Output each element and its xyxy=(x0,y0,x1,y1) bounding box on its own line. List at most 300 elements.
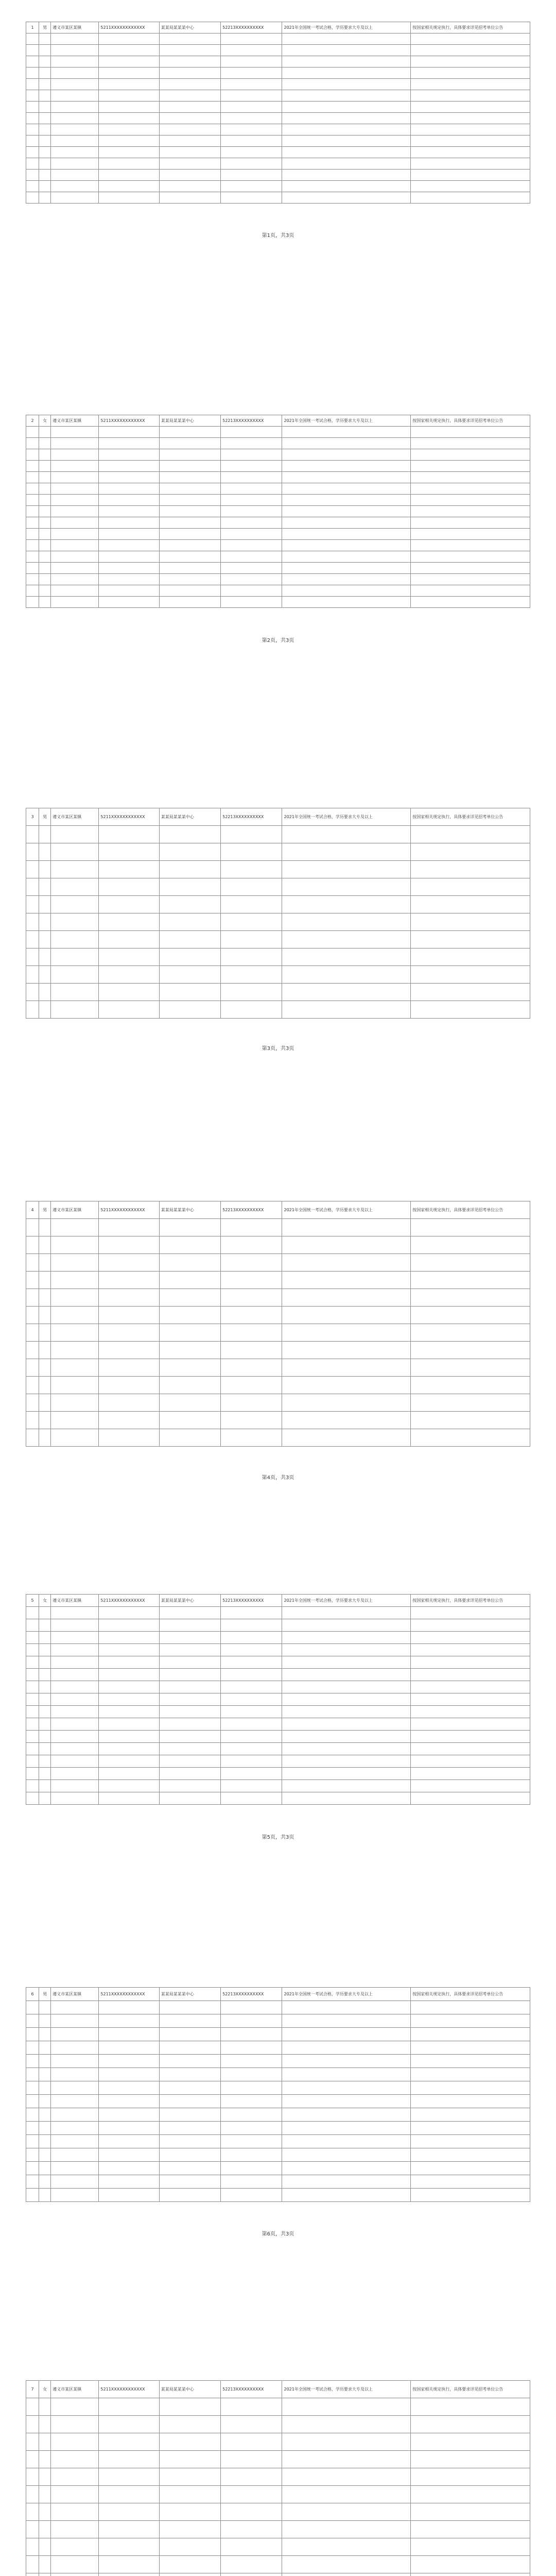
table-row xyxy=(26,563,530,574)
table-cell xyxy=(39,1706,51,1718)
table-cell xyxy=(159,1632,220,1644)
table-row xyxy=(26,2451,530,2468)
table-cell xyxy=(26,1219,39,1236)
table-cell xyxy=(282,1731,411,1743)
table-cell xyxy=(26,2503,39,2521)
table-cell xyxy=(159,843,220,861)
table-cell xyxy=(411,158,530,170)
table-cell xyxy=(221,1644,282,1656)
table-cell xyxy=(159,2041,220,2055)
table-cell xyxy=(221,147,282,158)
table-cell xyxy=(99,438,159,449)
table-cell xyxy=(221,113,282,124)
table-row xyxy=(26,2108,530,2122)
table-cell xyxy=(159,563,220,574)
table-cell xyxy=(51,2556,99,2573)
table-cell xyxy=(99,1429,159,1447)
table-cell xyxy=(411,124,530,135)
table-cell xyxy=(282,1429,411,1447)
table-cell xyxy=(39,461,51,472)
table-cell: 某某局某某某中心 xyxy=(159,2381,220,2398)
table-cell xyxy=(221,1792,282,1805)
table-cell xyxy=(282,517,411,529)
table-cell xyxy=(159,540,220,551)
table-cell xyxy=(221,158,282,170)
table-cell xyxy=(411,2041,530,2055)
table-cell xyxy=(39,90,51,101)
table-cell xyxy=(221,2416,282,2433)
page-number: 第6页，共3页 xyxy=(262,2231,294,2237)
table-cell xyxy=(39,2521,51,2538)
table-row xyxy=(26,2189,530,2202)
table-cell xyxy=(282,2135,411,2148)
table-cell xyxy=(282,1619,411,1632)
table-cell xyxy=(411,1272,530,1289)
table-cell xyxy=(282,67,411,79)
table-row xyxy=(26,506,530,517)
table-cell xyxy=(159,2122,220,2135)
table-cell xyxy=(51,181,99,192)
table-cell xyxy=(51,861,99,878)
table-cell xyxy=(411,90,530,101)
table-cell: 5211XXXXXXXXXXXX xyxy=(99,808,159,826)
table-cell xyxy=(159,2175,220,2189)
table-cell xyxy=(411,1236,530,1254)
table-cell xyxy=(99,2556,159,2573)
table-cell xyxy=(99,2398,159,2416)
table-cell xyxy=(39,1693,51,1706)
table-cell: 某某局某某某中心 xyxy=(159,415,220,427)
table-row xyxy=(26,2381,530,2398)
table-cell xyxy=(282,1780,411,1792)
table-cell xyxy=(221,878,282,896)
table-cell xyxy=(39,170,51,181)
table-cell xyxy=(282,1377,411,1394)
table-cell xyxy=(159,1307,220,1324)
table-cell xyxy=(282,2416,411,2433)
table-cell xyxy=(51,843,99,861)
table-cell xyxy=(99,597,159,608)
table-cell xyxy=(221,2148,282,2162)
table-cell xyxy=(221,2122,282,2135)
table-cell xyxy=(99,427,159,438)
table-cell xyxy=(159,1254,220,1272)
table-cell: 某某局某某某中心 xyxy=(159,808,220,826)
table-cell xyxy=(159,1324,220,1342)
table-cell xyxy=(39,2068,51,2081)
table-cell xyxy=(282,861,411,878)
table-cell xyxy=(221,45,282,56)
table-cell xyxy=(159,33,220,45)
table-cell xyxy=(26,2081,39,2095)
table-cell xyxy=(26,2055,39,2068)
table-cell xyxy=(221,966,282,984)
table-cell xyxy=(51,2503,99,2521)
table-cell xyxy=(282,1792,411,1805)
table-cell xyxy=(282,2081,411,2095)
table-cell xyxy=(39,2162,51,2175)
table-cell xyxy=(39,79,51,90)
table-cell xyxy=(51,2122,99,2135)
table-cell xyxy=(39,1632,51,1644)
table-cell xyxy=(411,1792,530,1805)
table-row xyxy=(26,1706,530,1718)
table-cell xyxy=(282,192,411,204)
table-cell xyxy=(282,2041,411,2055)
table-cell xyxy=(159,147,220,158)
table-cell xyxy=(411,192,530,204)
table-cell xyxy=(221,1324,282,1342)
table-cell xyxy=(282,147,411,158)
table-cell xyxy=(282,843,411,861)
table-cell xyxy=(26,192,39,204)
table-cell xyxy=(159,67,220,79)
table-cell xyxy=(26,1307,39,1324)
table-cell xyxy=(51,1359,99,1377)
table-cell xyxy=(99,1324,159,1342)
table-cell xyxy=(159,1693,220,1706)
table-cell xyxy=(221,529,282,540)
table-cell xyxy=(99,79,159,90)
table-cell xyxy=(411,2416,530,2433)
table-cell: 女 xyxy=(39,1595,51,1607)
table-cell xyxy=(221,170,282,181)
table-cell xyxy=(26,1743,39,1755)
table-cell xyxy=(51,2001,99,2014)
table-row xyxy=(26,101,530,113)
table-cell xyxy=(99,913,159,931)
table-cell xyxy=(221,2189,282,2202)
table-cell: 按国家相关规定执行，具体要求详见招考单位公告 xyxy=(411,1595,530,1607)
table-cell xyxy=(26,1342,39,1359)
table-cell xyxy=(51,551,99,563)
table-cell xyxy=(221,1693,282,1706)
table-cell: 遵义市某区某镇 xyxy=(51,22,99,33)
table-cell xyxy=(282,2108,411,2122)
table-cell xyxy=(39,878,51,896)
table-cell xyxy=(51,2468,99,2486)
table-cell xyxy=(159,1755,220,1768)
table-cell xyxy=(26,1656,39,1669)
table-cell xyxy=(411,2162,530,2175)
table-cell xyxy=(282,2573,411,2576)
table-cell xyxy=(282,2028,411,2041)
table-cell xyxy=(39,506,51,517)
table-cell xyxy=(221,483,282,495)
table-cell xyxy=(411,472,530,483)
table-cell xyxy=(99,1607,159,1619)
table-cell xyxy=(39,2095,51,2108)
table-cell xyxy=(282,45,411,56)
table-cell xyxy=(99,56,159,67)
table-cell xyxy=(411,2028,530,2041)
table-cell xyxy=(282,913,411,931)
table-cell xyxy=(221,101,282,113)
table-cell xyxy=(39,2573,51,2576)
table-row xyxy=(26,2028,530,2041)
table-cell xyxy=(411,495,530,506)
table-cell xyxy=(39,2416,51,2433)
table-row xyxy=(26,2521,530,2538)
table-cell xyxy=(39,472,51,483)
table-cell xyxy=(159,1718,220,1731)
table-row xyxy=(26,170,530,181)
table-cell xyxy=(282,2189,411,2202)
table-cell xyxy=(282,1768,411,1780)
table-cell xyxy=(282,1669,411,1681)
table-cell xyxy=(411,2148,530,2162)
table-cell xyxy=(26,574,39,585)
roster-table xyxy=(26,22,530,204)
table-cell xyxy=(282,2433,411,2451)
table-cell xyxy=(99,1632,159,1644)
table-cell xyxy=(411,1412,530,1429)
table-cell xyxy=(411,1307,530,1324)
table-cell xyxy=(159,181,220,192)
table-row xyxy=(26,1219,530,1236)
table-cell xyxy=(159,2135,220,2148)
table-row xyxy=(26,2095,530,2108)
table-cell xyxy=(26,826,39,843)
table-cell xyxy=(51,2521,99,2538)
table-cell xyxy=(99,2148,159,2162)
table-row xyxy=(26,495,530,506)
table-cell xyxy=(51,931,99,948)
table-cell xyxy=(26,2486,39,2503)
table-cell xyxy=(282,158,411,170)
table-cell xyxy=(282,2014,411,2028)
table-cell xyxy=(221,1706,282,1718)
table-cell xyxy=(99,2001,159,2014)
table-cell xyxy=(99,1706,159,1718)
table-cell xyxy=(99,861,159,878)
table-cell xyxy=(159,1743,220,1755)
table-cell xyxy=(39,2148,51,2162)
table-cell: 5211XXXXXXXXXXXX xyxy=(99,1201,159,1219)
table-cell xyxy=(411,843,530,861)
table-cell xyxy=(411,2175,530,2189)
table-cell xyxy=(51,1681,99,1693)
table-cell xyxy=(99,113,159,124)
table-cell xyxy=(221,2014,282,2028)
table-cell xyxy=(159,1656,220,1669)
table-cell xyxy=(282,931,411,948)
table-row xyxy=(26,1743,530,1755)
table-cell xyxy=(159,90,220,101)
table-cell: 男 xyxy=(39,808,51,826)
table-cell: 2021年全国统一考试合格，学历要求大专及以上 xyxy=(282,2381,411,2398)
table-cell xyxy=(159,2148,220,2162)
table-cell: 遵义市某区某镇 xyxy=(51,808,99,826)
table-cell xyxy=(26,2148,39,2162)
table-row xyxy=(26,1001,530,1019)
table-cell xyxy=(282,878,411,896)
table-row xyxy=(26,1669,530,1681)
table-cell xyxy=(51,56,99,67)
table-cell xyxy=(221,2162,282,2175)
table-cell xyxy=(411,1001,530,1019)
table-cell xyxy=(51,1792,99,1805)
table-cell xyxy=(282,529,411,540)
table-cell xyxy=(411,438,530,449)
table-cell xyxy=(51,2095,99,2108)
table-cell xyxy=(99,2095,159,2108)
table-cell xyxy=(26,1644,39,1656)
table-cell xyxy=(159,913,220,931)
table-cell xyxy=(99,461,159,472)
table-cell xyxy=(411,1693,530,1706)
table-cell: 女 xyxy=(39,2381,51,2398)
table-cell xyxy=(221,2398,282,2416)
table-cell xyxy=(221,843,282,861)
table-cell xyxy=(282,1001,411,1019)
table-cell: 遵义市某区某镇 xyxy=(51,1988,99,2001)
table-cell: 52213XXXXXXXXXX xyxy=(221,808,282,826)
table-cell xyxy=(282,1412,411,1429)
table-cell xyxy=(39,1768,51,1780)
table-cell xyxy=(51,170,99,181)
table-cell: 5211XXXXXXXXXXXX xyxy=(99,1595,159,1607)
table-cell xyxy=(282,124,411,135)
table-cell xyxy=(51,585,99,597)
table-cell xyxy=(221,1429,282,1447)
table-cell xyxy=(51,1324,99,1342)
table-cell xyxy=(159,1272,220,1289)
table-cell xyxy=(39,1644,51,1656)
table-cell xyxy=(26,2189,39,2202)
table-cell xyxy=(99,1656,159,1669)
table-cell xyxy=(221,2055,282,2068)
table-cell xyxy=(99,1377,159,1394)
table-cell xyxy=(51,2055,99,2068)
table-cell xyxy=(221,1236,282,1254)
table-cell xyxy=(411,79,530,90)
table-row xyxy=(26,472,530,483)
document-page xyxy=(0,1572,556,1965)
table-row xyxy=(26,1201,530,1219)
table-cell xyxy=(51,2573,99,2576)
table-cell xyxy=(282,597,411,608)
table-cell xyxy=(221,1394,282,1412)
table-cell xyxy=(39,1607,51,1619)
table-cell xyxy=(39,1236,51,1254)
table-cell xyxy=(411,135,530,147)
table-row xyxy=(26,1429,530,1447)
table-cell xyxy=(51,1307,99,1324)
table-cell xyxy=(159,2486,220,2503)
table-cell xyxy=(221,1755,282,1768)
table-cell xyxy=(221,2503,282,2521)
table-cell xyxy=(159,2189,220,2202)
table-cell xyxy=(221,33,282,45)
table-cell xyxy=(99,1272,159,1289)
table-cell xyxy=(411,170,530,181)
table-cell xyxy=(99,948,159,966)
table-cell xyxy=(159,1780,220,1792)
table-cell xyxy=(39,2055,51,2068)
table-cell xyxy=(221,2068,282,2081)
table-cell xyxy=(282,2148,411,2162)
table-cell xyxy=(411,1359,530,1377)
table-cell xyxy=(39,551,51,563)
table-cell xyxy=(39,2486,51,2503)
table-row xyxy=(26,79,530,90)
table-cell xyxy=(26,427,39,438)
table-cell xyxy=(39,1377,51,1394)
table-cell xyxy=(99,1219,159,1236)
table-cell xyxy=(221,551,282,563)
table-cell xyxy=(26,1755,39,1768)
table-cell xyxy=(221,56,282,67)
table-cell xyxy=(99,1236,159,1254)
table-cell xyxy=(51,33,99,45)
table-cell xyxy=(39,2175,51,2189)
table-cell xyxy=(159,461,220,472)
table-cell xyxy=(221,1307,282,1324)
table-cell xyxy=(99,2503,159,2521)
page-number: 第4页，共3页 xyxy=(262,1475,294,1481)
table-cell xyxy=(99,158,159,170)
table-cell xyxy=(39,1743,51,1755)
table-row xyxy=(26,113,530,124)
table-cell: 按国家相关规定执行，具体要求详见招考单位公告 xyxy=(411,1201,530,1219)
table-row xyxy=(26,135,530,147)
table-cell xyxy=(51,878,99,896)
table-cell xyxy=(39,2001,51,2014)
table-cell xyxy=(411,1706,530,1718)
table-cell xyxy=(159,1706,220,1718)
table-cell xyxy=(282,1706,411,1718)
table-cell xyxy=(99,1307,159,1324)
table-cell xyxy=(99,2538,159,2556)
table-cell xyxy=(99,931,159,948)
document-page xyxy=(0,1179,556,1572)
table-row xyxy=(26,1718,530,1731)
table-cell xyxy=(411,563,530,574)
table-cell xyxy=(26,147,39,158)
table-cell xyxy=(51,101,99,113)
table-cell xyxy=(159,2451,220,2468)
table-cell xyxy=(159,56,220,67)
table-cell xyxy=(411,2468,530,2486)
table-cell xyxy=(159,192,220,204)
table-cell xyxy=(282,181,411,192)
table-cell xyxy=(282,1681,411,1693)
table-cell xyxy=(159,1394,220,1412)
table-cell xyxy=(282,449,411,461)
table-cell xyxy=(39,517,51,529)
table-cell xyxy=(99,1644,159,1656)
table-cell xyxy=(99,2068,159,2081)
table-cell xyxy=(26,1412,39,1429)
table-row xyxy=(26,1359,530,1377)
table-cell xyxy=(26,2041,39,2055)
table-cell xyxy=(99,33,159,45)
table-cell xyxy=(411,1219,530,1236)
table-cell xyxy=(159,931,220,948)
table-cell xyxy=(411,1254,530,1272)
table-cell xyxy=(51,2068,99,2081)
table-cell xyxy=(99,192,159,204)
table-row xyxy=(26,913,530,931)
table-cell xyxy=(411,931,530,948)
table-row xyxy=(26,1289,530,1307)
table-cell xyxy=(159,135,220,147)
table-cell xyxy=(51,449,99,461)
table-cell xyxy=(221,2175,282,2189)
roster-table xyxy=(26,1594,530,1805)
table-cell xyxy=(159,495,220,506)
